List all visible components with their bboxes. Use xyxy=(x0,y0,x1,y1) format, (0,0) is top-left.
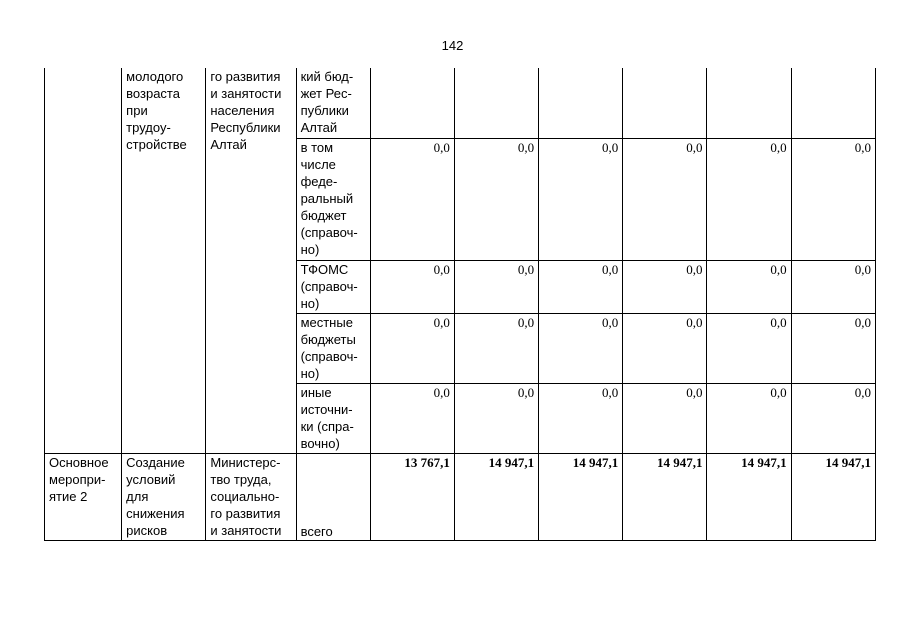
funding-source-cell: местные бюджеты (справоч- но) xyxy=(296,313,370,383)
activity-name-cell: Создание условий для снижения рисков xyxy=(122,453,206,540)
page-number: 142 xyxy=(441,38,464,53)
value-cell: 0,0 xyxy=(454,383,538,453)
value-cell: 0,0 xyxy=(539,313,623,383)
funding-source-cell: кий бюд- жет Рес- публики Алтай xyxy=(296,68,370,138)
value-cell: 0,0 xyxy=(454,260,538,313)
value-cell xyxy=(454,68,538,138)
value-cell: 0,0 xyxy=(791,383,875,453)
table-row xyxy=(45,68,876,138)
value-cell: 0,0 xyxy=(623,260,707,313)
budget-table xyxy=(44,68,876,541)
value-cell: 0,0 xyxy=(623,383,707,453)
value-cell: 0,0 xyxy=(623,138,707,260)
total-value-cell: 14 947,1 xyxy=(791,453,875,540)
total-value-cell: 14 947,1 xyxy=(454,453,538,540)
value-cell: 0,0 xyxy=(539,383,623,453)
value-cell xyxy=(539,68,623,138)
value-cell: 0,0 xyxy=(370,260,454,313)
activity-name-cell: молодого возраста при трудоу- стройстве xyxy=(122,68,206,453)
total-value-cell: 14 947,1 xyxy=(623,453,707,540)
value-cell: 0,0 xyxy=(707,383,791,453)
value-cell xyxy=(623,68,707,138)
funding-source-cell: иные источни- ки (спра- вочно) xyxy=(296,383,370,453)
activity-number-cell xyxy=(45,68,122,453)
total-value-cell: 14 947,1 xyxy=(539,453,623,540)
executor-cell: Министерс- тво труда, социально- го развития и занятости xyxy=(206,453,296,540)
value-cell: 0,0 xyxy=(791,260,875,313)
value-cell xyxy=(791,68,875,138)
value-cell: 0,0 xyxy=(370,313,454,383)
value-cell: 0,0 xyxy=(539,138,623,260)
table-row xyxy=(45,453,876,540)
value-cell: 0,0 xyxy=(454,313,538,383)
activity-number-cell: Основное меропри- ятие 2 xyxy=(45,453,122,540)
value-cell: 0,0 xyxy=(791,138,875,260)
value-cell: 0,0 xyxy=(370,138,454,260)
value-cell: 0,0 xyxy=(539,260,623,313)
funding-source-cell: в том числе феде- ральный бюджет (справоч- но) xyxy=(296,138,370,260)
value-cell: 0,0 xyxy=(623,313,707,383)
value-cell: 0,0 xyxy=(707,138,791,260)
value-cell: 0,0 xyxy=(707,313,791,383)
value-cell: 0,0 xyxy=(370,383,454,453)
total-value-cell: 13 767,1 xyxy=(370,453,454,540)
value-cell xyxy=(370,68,454,138)
funding-source-cell: всего xyxy=(296,453,370,540)
value-cell xyxy=(707,68,791,138)
funding-source-cell: ТФОМС (справоч- но) xyxy=(296,260,370,313)
value-cell: 0,0 xyxy=(707,260,791,313)
total-value-cell: 14 947,1 xyxy=(707,453,791,540)
executor-cell: го развития и занятости населения Республики Алтай xyxy=(206,68,296,453)
value-cell: 0,0 xyxy=(791,313,875,383)
value-cell: 0,0 xyxy=(454,138,538,260)
